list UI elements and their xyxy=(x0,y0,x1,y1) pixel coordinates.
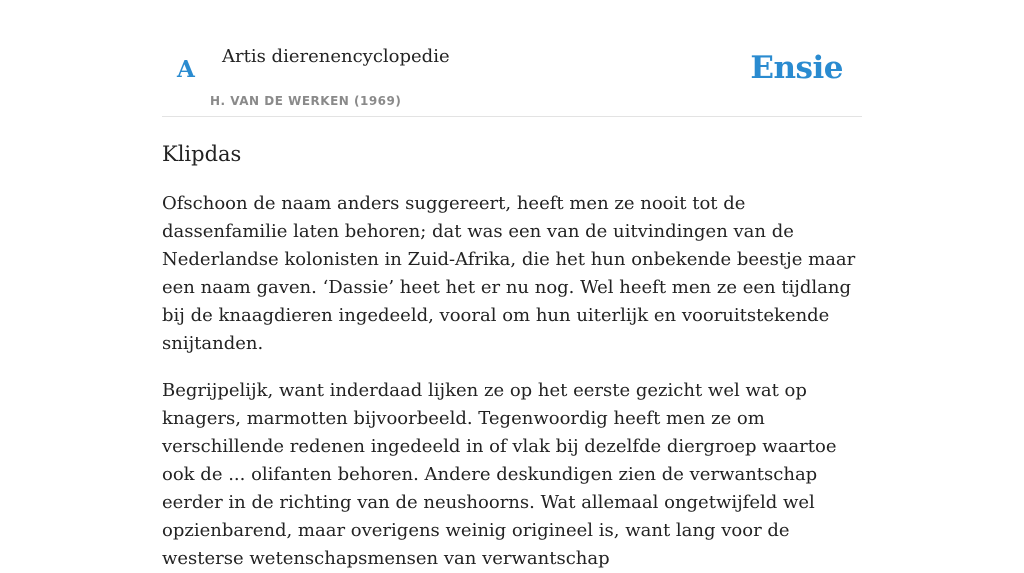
book-logo-link[interactable]: A xyxy=(177,56,195,83)
book-title[interactable]: Artis dierenencyclopedie xyxy=(222,46,450,67)
article xyxy=(162,138,862,573)
author-year: H. VAN DE WERKEN (1969) xyxy=(210,94,402,108)
ensie-logo-link[interactable]: Ensie xyxy=(750,50,843,86)
article-paragraph: Begrijpelijk, want inderdaad lijken ze op het eerste gezicht wel wat op knagers, marmotten bijvoorbeeld. Tegenwoordig heeft men ze om verschillende redenen ingedeeld in of vlak bij dezelfde diergroep waartoe ook de ... olifanten behoren. Andere deskundigen zien de verwantschap eerder in de richting van de neushoorns. Wat allemaal ongetwijfeld wel opzienbarend, maar overigens weinig origineel is, want lang voor de westerse wetenschapsmensen van verwantschap xyxy=(162,380,837,569)
article-title: Klipdas xyxy=(162,142,242,166)
article-paragraph: Ofschoon de naam anders suggereert, heeft men ze nooit tot de dassenfamilie laten behoren; dat was een van de uitvindingen van de Nederlandse kolonisten in Zuid-Afrika, die het hun onbekende beestje maar een naam gaven. ‘Dassie’ heet het er nu nog. Wel heeft men ze een tijdlang bij de knaagdieren ingedeeld, vooral om hun uiterlijk en vooruitstekende snijtanden. xyxy=(162,193,856,354)
book-header xyxy=(162,0,862,117)
